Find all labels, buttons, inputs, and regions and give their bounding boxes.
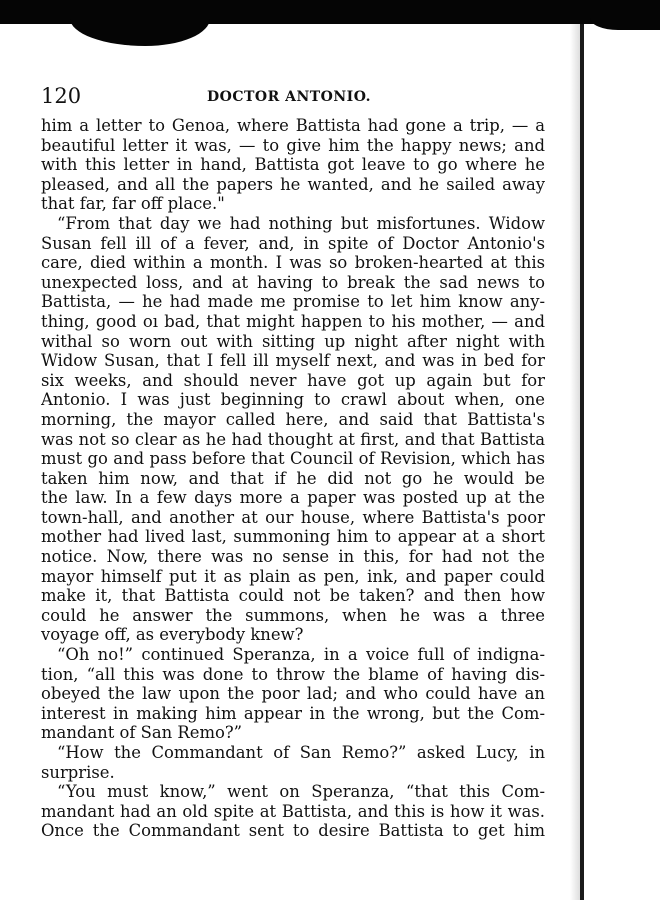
text-line: Once the Commandant sent to desire Battista to get him [41,821,545,841]
text-line: surprise. [41,762,115,782]
text-line: Antonio. I was just beginning to crawl about when, one [41,390,545,410]
text-line: “From that day we had nothing but misfortunes. Widow [57,213,545,233]
text-line: taken him now, and that if he did not go he would be [41,468,545,488]
text-line: Widow Susan, that I fell ill myself next, and was in bed for [41,351,545,371]
page-header [41,84,545,110]
text-line: town-hall, and another at our house, where Battista's poor [41,507,545,527]
text-line: “How the Commandant of San Remo?” asked Lucy, in [57,743,545,762]
text-line: mandant of San Remo?” [41,723,243,743]
running-title: DOCTOR ANTONIO. [207,89,371,105]
text-line: him a letter to Genoa, where Battista had gone a trip, — a [41,116,545,135]
text-line: “You must know,” went on Speranza, “that this Com- [57,782,545,802]
text-line: thing, good oı bad, that might happen to his mother, — and [41,311,545,331]
text-line: Battista, — he had made me promise to let him know any- [41,292,545,312]
text-line: make it, that Battista could not be taken? and then how [41,586,545,606]
text-line: the law. In a few days more a paper was posted up at the [41,488,545,508]
page-number: 120 [41,84,82,108]
text-line: “Oh no!” continued Speranza, in a voice full of indigna- [57,645,545,665]
text-line: Susan fell ill of a fever, and, in spite of Doctor Antonio's [41,233,545,253]
text-line: could he answer the summons, when he was a three [41,605,545,625]
text-line: was not so clear as he had thought at first, and that Battista [41,429,545,449]
text-line: notice. Now, there was no sense in this, for had not the [41,547,545,567]
text-line: withal so worn out with sitting up night after night with [41,331,545,351]
text-line: that far, far off place." [41,194,225,214]
text-line: must go and pass before that Council of Revision, which has [41,449,545,469]
scan-shadow-blob [70,10,210,46]
text-line: mother had lived last, summoning him to appear at a short [41,527,545,547]
text-line: mayor himself put it as plain as pen, ink, and paper could [41,566,545,586]
body-text [41,116,545,841]
text-line: morning, the mayor called here, and said that Battista's [41,409,545,429]
text-line: six weeks, and should never have got up again but for [41,370,545,390]
text-line: tion, “all this was done to throw the blame of having dis- [41,664,545,684]
page-edge-shade [570,24,580,900]
scan-shadow-corner [590,0,660,30]
text-line: with this letter in hand, Battista got leave to go where he [41,155,545,175]
text-line: care, died within a month. I was so broken-hearted at this [41,253,545,273]
page-edge [580,24,584,900]
text-line: mandant had an old spite at Battista, and this is how it was. [41,801,545,821]
text-line: beautiful letter it was, — to give him the happy news; and [41,135,545,155]
text-line: unexpected loss, and at having to break the sad news to [41,272,545,292]
text-line: pleased, and all the papers he wanted, and he sailed away [41,174,545,194]
text-line: voyage off, as everybody knew? [41,625,304,645]
text-line: interest in making him appear in the wrong, but the Com- [41,703,545,723]
text-line: obeyed the law upon the poor lad; and who could have an [41,684,545,704]
